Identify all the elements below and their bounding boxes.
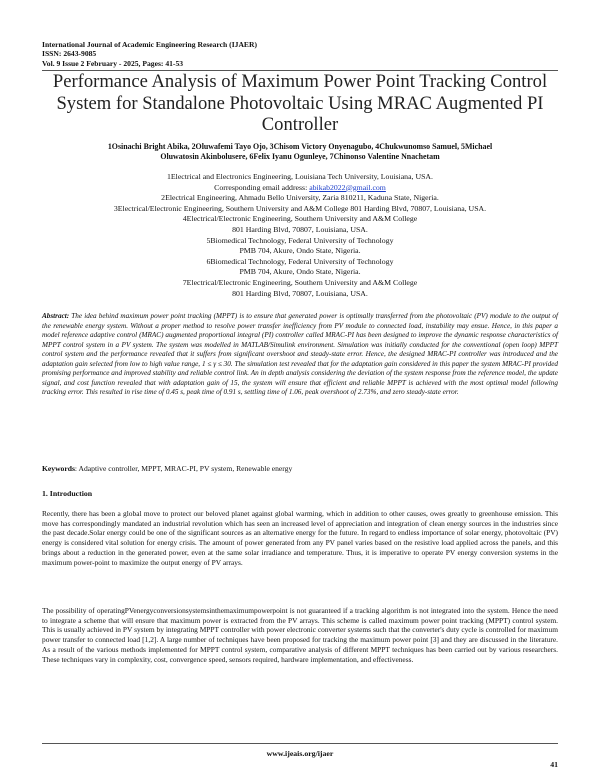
affiliation-5: 5Biomedical Technology, Federal University of Technology bbox=[206, 235, 394, 245]
journal-issn: ISSN: 2643-9085 bbox=[42, 49, 97, 59]
affiliations bbox=[42, 172, 558, 299]
email-label: Corresponding email address: bbox=[214, 182, 310, 192]
affiliation-4: 4Electrical/Electronic Engineering, Southern University and A&M College bbox=[182, 214, 418, 224]
page-number: 41 bbox=[550, 760, 558, 769]
paper-title: Performance Analysis of Maximum Power Point Tracking Control System for Standalone Photovoltaic Using MRAC Augmented PI Controller bbox=[52, 71, 548, 135]
journal-volume: Vol. 9 Issue 2 February - 2025, Pages: 41-53 bbox=[42, 58, 184, 68]
intro-paragraph-1: Recently, there has been a global move to protect our beloved planet against global warming, which in addition to other causes, owes greatly to greenhouse emission. This move has correspondingly mandated an industrial revolution which has seen an increased level of appreciation and integration of clean energy sources in the industries since the past decade.Solar energy could be one of the significant sources as an alternative energy for the future. In regard to endless importance of solar energy, photovoltaic (PV) energy is considered vital solution for energy crisis. The amount of power generated from any PV panel varies based on the resistive load applied across the panels, and this brings about a reduction in the generated power, even at the same solar irradiance and temperature. Thus, it is imperative to operate PV energy conversion systems in the maximum power-point to maximize the output energy of PV arrays. bbox=[42, 509, 558, 567]
email-link[interactable]: abikab2022@gmail.com bbox=[309, 182, 386, 192]
affiliation-6-address: PMB 704, Akure, Ondo State, Nigeria. bbox=[239, 267, 361, 277]
abstract bbox=[42, 312, 558, 398]
author-list bbox=[70, 142, 530, 163]
abstract-text: The idea behind maximum power point tracking (MPPT) is to ensure that generated power is optimally transferred from the photovoltaic (PV) module to the output of the renewable energy system. Without a proper method to resolve power transfer inefficiency from PV module to connected load, instability may ensue. Hence, in this paper a model reference adaptive control (MRAC) augmented proportional integral (PI) controller called MRAC-PI has been designed to improve the dynamic response characteristics of MPPT control system in a PV system. The system was modelled in MATLAB/Simulink environment. Simulation was initially conducted for the conventional (open loop) MPPT control system and the performance revealed that it suffers from significant overshoot and steady-state error. Hence, the designed MRAC-PI controller was introduced and the adaptation gain selected from low to high value range, 1 ≤ γ ≤ 30. The simulation test revealed that for the adaptation gain considered in this paper the system MRAC-PI provided promising performance and improved stability and reliable control link. An in depth analysis considering the deviation of the system response from the reference model, the update signal, and cost function revealed that with adaptation gain of 15, the system will ensure that efficient and reliable MPPT is achieved with the most optimal model following tracking error. This resulted in rise time of 0.45 s, peak time of 0.91 s, settling time of 1.06, peak overshoot of 2.73%, and zero steady-state error. bbox=[42, 312, 558, 397]
intro-paragraph-2: The possibility of operatingPVenergyconversionsystemsinthemaximumpowerpoint is not guaranteed if a tracking algorithm is not integrated into the system. Hence the need to integrate a scheme that will ensure that maximum power is extracted from the PV arrays. This scheme is called maximum power point tracking (MPPT) control system. This is usually achieved in PV system by integrating MPPT controller with power electronic converter systems such that the converter's duty cycle is controlled for maximum power transfer to connected load [1,2]. A large number of techniques have been proposed for tracking the maximum power point [3] and they are discussed in the literature. As a result of the various methods implemented for MPPT control system, comparative analysis of different MPPT techniques has been carried out by various researchers. These techniques vary in complexity, cost, convergence speed, sensors required, hardware implementation, and effectiveness. bbox=[42, 606, 558, 664]
affiliation-4-address: 801 Harding Blvd, 70807, Louisiana, USA. bbox=[232, 224, 368, 234]
journal-header bbox=[42, 40, 257, 68]
section-heading-introduction: 1. Introduction bbox=[42, 489, 93, 498]
affiliation-2: 2Electrical Engineering, Ahmadu Bello University, Zaria 810211, Kaduna State, Nigeria. bbox=[161, 193, 439, 203]
affiliation-3: 3Electrical/Electronic Engineering, Southern University and A&M College 801 Harding Blvd, 70807, Louisiana, USA. bbox=[113, 203, 487, 213]
abstract-label: Abstract: bbox=[42, 312, 70, 320]
affiliation-1: 1Electrical and Electronics Engineering, Louisiana Tech University, Louisiana, USA. bbox=[167, 172, 433, 181]
journal-name: International Journal of Academic Engineering Research (IJAER) bbox=[42, 40, 258, 49]
affiliation-7-address: 801 Harding Blvd, 70807, Louisiana, USA. bbox=[232, 288, 368, 298]
affiliation-6: 6Biomedical Technology, Federal University of Technology bbox=[206, 256, 394, 266]
author-line-2: Oluwatosin Akinbolusere, 6Felix Iyanu Ogunleye, 7Chinonso Valentine Nnachetam bbox=[160, 152, 440, 162]
keywords-text: : Adaptive controller, MPPT, MRAC-PI, PV system, Renewable energy bbox=[74, 464, 293, 473]
keywords bbox=[42, 464, 558, 473]
affiliation-7: 7Electrical/Electronic Engineering, Southern University and A&M College bbox=[182, 277, 418, 287]
footer-rule bbox=[42, 743, 558, 744]
footer-url[interactable]: www.ijeais.org/ijaer bbox=[266, 749, 334, 758]
affiliation-5-address: PMB 704, Akure, Ondo State, Nigeria. bbox=[239, 246, 361, 256]
author-line-1: 1Osinachi Bright Abika, 2Oluwafemi Tayo Ojo, 3Chisom Victory Onyenagubo, 4Chukwunomso Samuel, 5Michael bbox=[107, 142, 493, 151]
keywords-label: Keywords bbox=[42, 464, 75, 473]
corresponding-email-line bbox=[42, 183, 558, 194]
